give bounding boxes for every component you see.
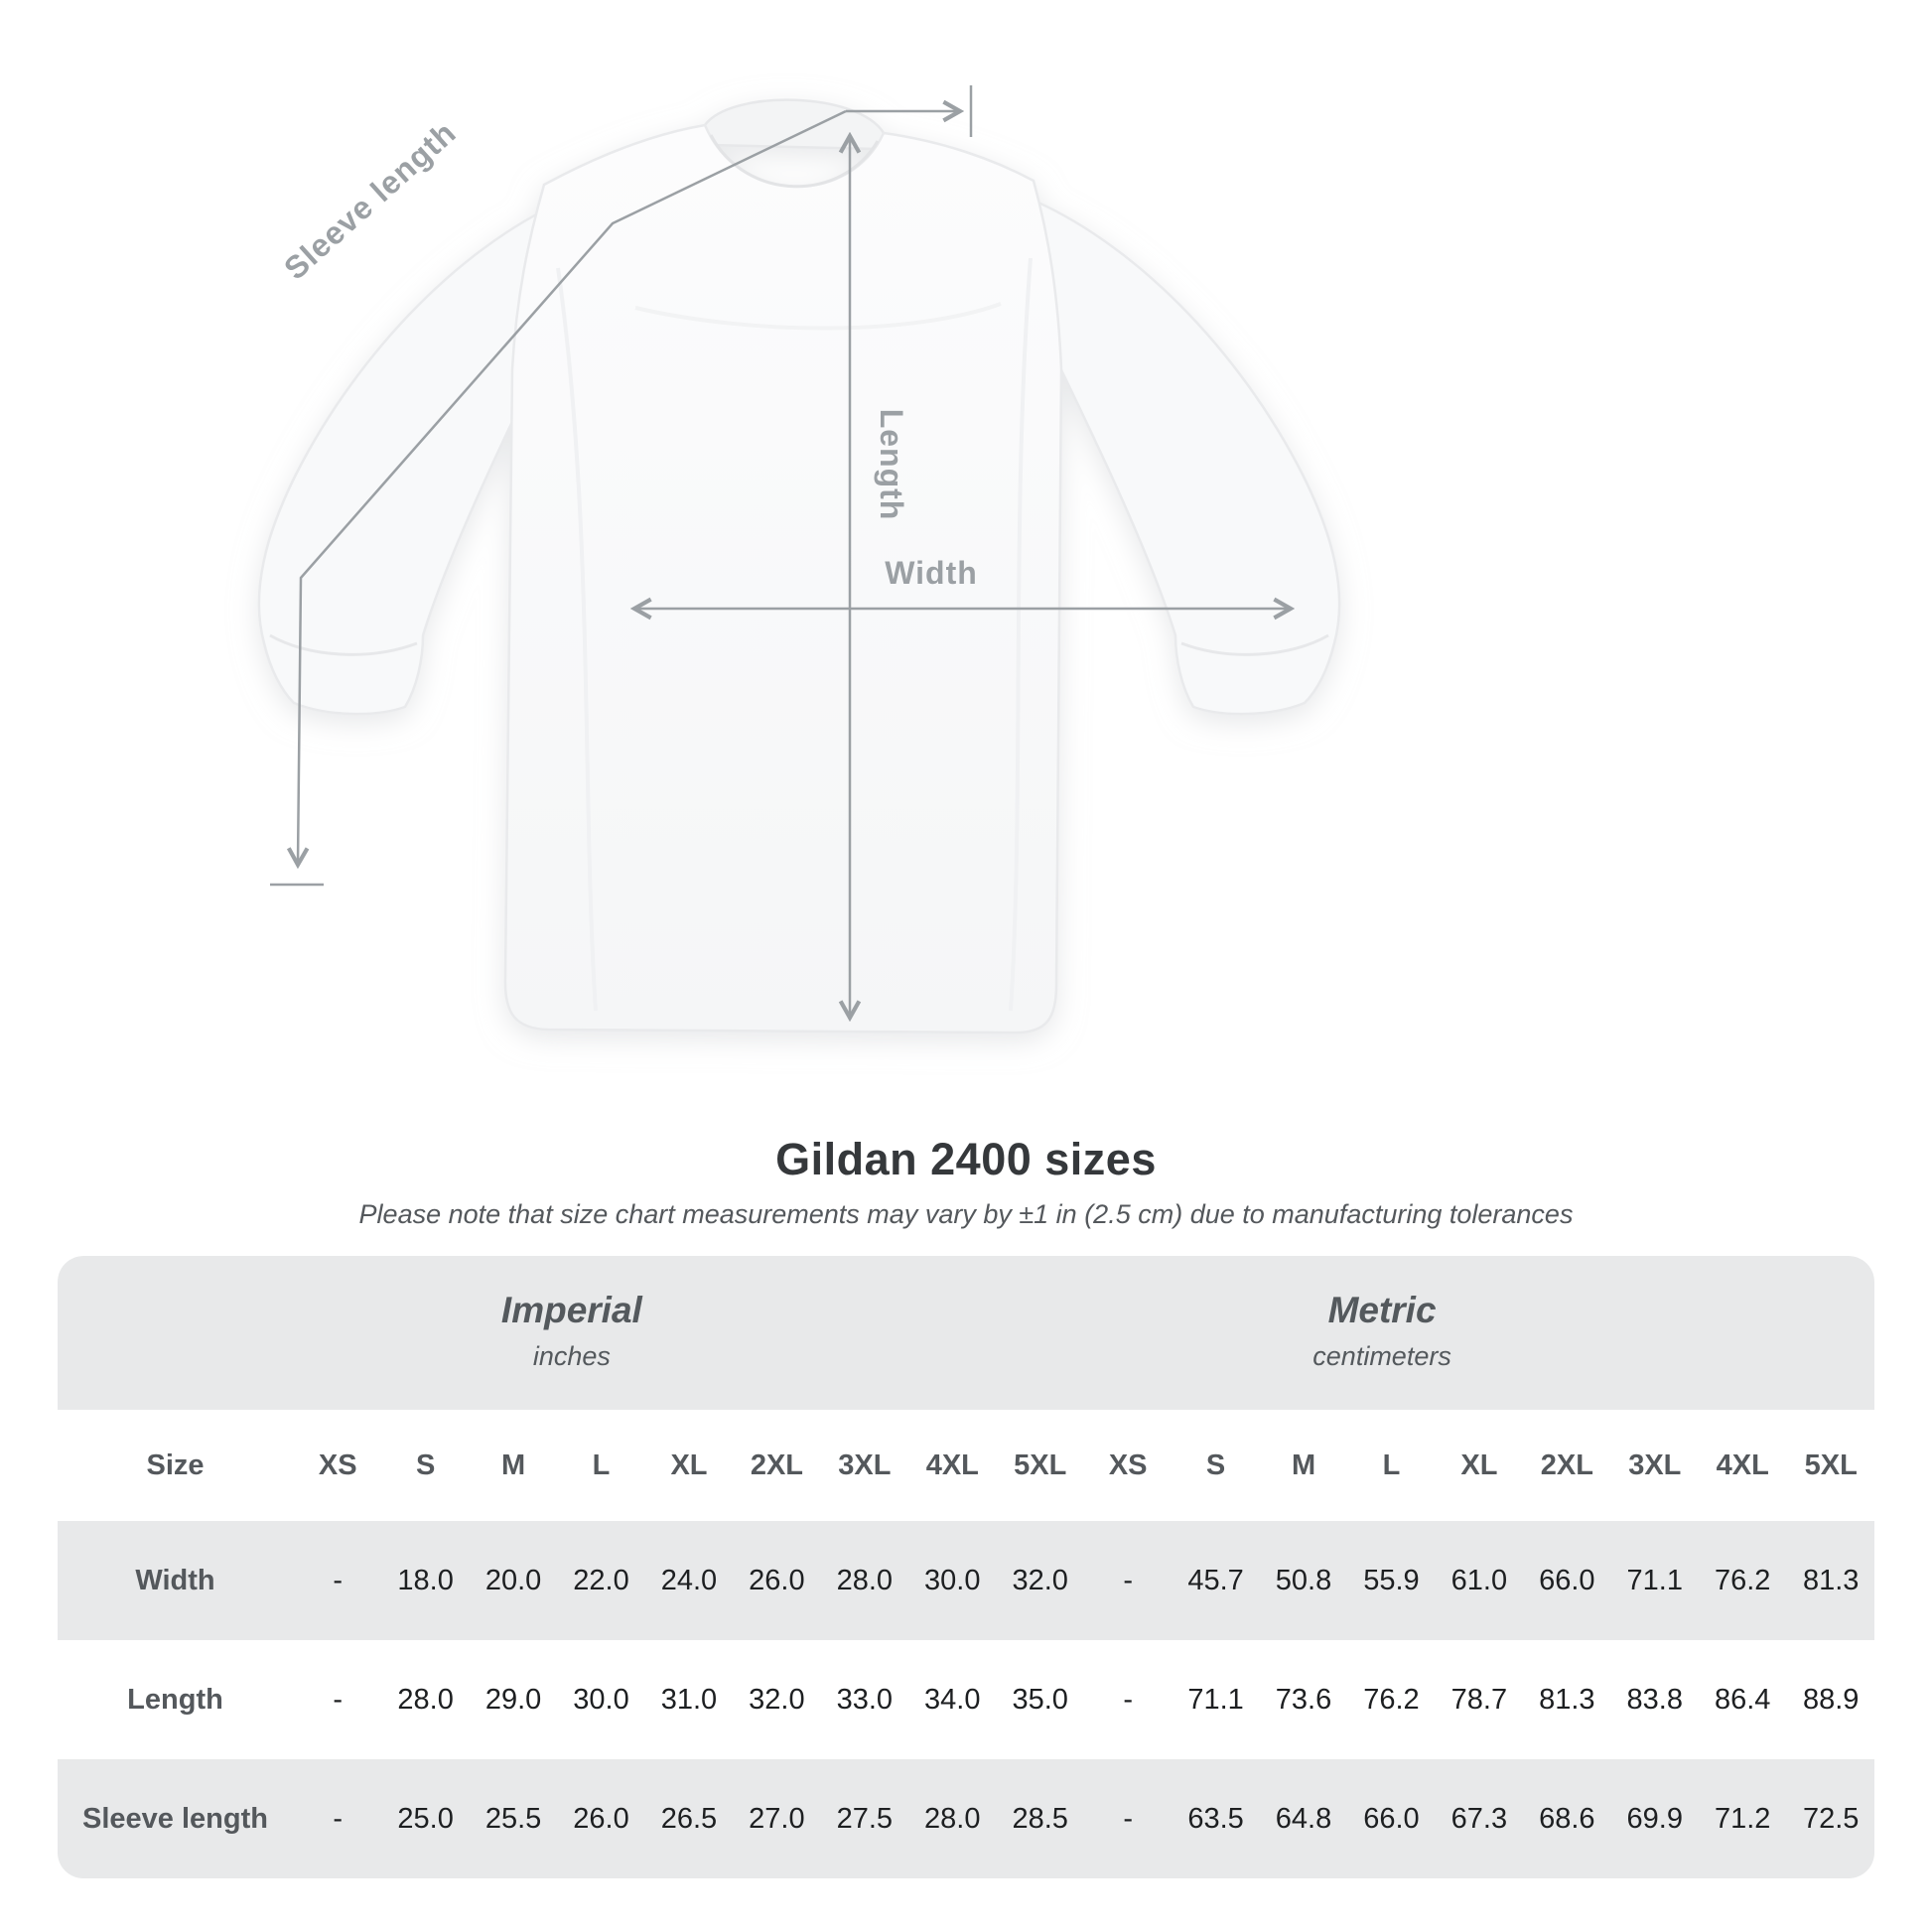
size-column-3xl-imperial: 3XL <box>821 1410 908 1521</box>
tolerance-note: Please note that size chart measurements may vary by ±1 in (2.5 cm) due to manufacturing tolerances <box>358 1199 1574 1229</box>
sleeve-length-label: Sleeve length <box>277 114 464 287</box>
size-column-2xl-metric: 2XL <box>1523 1410 1610 1521</box>
measurement-cell: 33.0 <box>821 1640 908 1759</box>
size-column-2xl-imperial: 2XL <box>733 1410 820 1521</box>
measurement-cell: 25.5 <box>470 1759 557 1878</box>
measurement-cell: 72.5 <box>1786 1759 1874 1878</box>
table-row-length <box>58 1640 1874 1759</box>
unit-group-metric <box>1312 1290 1451 1372</box>
size-column-5xl-imperial: 5XL <box>997 1410 1084 1521</box>
measurement-cell: 71.2 <box>1699 1759 1786 1878</box>
measurement-cell: 30.0 <box>908 1521 996 1640</box>
measurement-cell: 86.4 <box>1699 1640 1786 1759</box>
long-sleeve-shirt-illustration <box>259 100 1339 1033</box>
size-column-xs-metric: XS <box>1084 1410 1172 1521</box>
metric-label: Metric <box>1327 1290 1437 1330</box>
measurement-cell: 28.0 <box>381 1640 469 1759</box>
measurement-cell: 45.7 <box>1172 1521 1259 1640</box>
measurement-cell: 30.0 <box>557 1640 644 1759</box>
size-column-4xl-imperial: 4XL <box>908 1410 996 1521</box>
size-column-l-metric: L <box>1347 1410 1435 1521</box>
table-row-width <box>58 1521 1874 1640</box>
measurement-cell: 71.1 <box>1611 1521 1699 1640</box>
measurement-cell: 27.5 <box>821 1759 908 1878</box>
unit-header-band <box>58 1256 1874 1410</box>
size-column-s-metric: S <box>1172 1410 1259 1521</box>
measurement-cell: - <box>294 1759 381 1878</box>
measurement-cell: 66.0 <box>1347 1759 1435 1878</box>
measurement-cell: 73.6 <box>1260 1640 1347 1759</box>
size-column-4xl-metric: 4XL <box>1699 1410 1786 1521</box>
size-column-3xl-metric: 3XL <box>1611 1410 1699 1521</box>
measurement-cell: 67.3 <box>1436 1759 1523 1878</box>
table-row-sleeve-length <box>58 1759 1874 1878</box>
measurements-table <box>58 1410 1874 1878</box>
measurement-cell: - <box>1084 1640 1172 1759</box>
measurement-cell: 88.9 <box>1786 1640 1874 1759</box>
measurement-cell: 34.0 <box>908 1640 996 1759</box>
measurement-cell: 26.0 <box>557 1759 644 1878</box>
measurement-cell: 22.0 <box>557 1521 644 1640</box>
size-column-m-metric: M <box>1260 1410 1347 1521</box>
measurement-cell: 68.6 <box>1523 1759 1610 1878</box>
measurement-cell: 31.0 <box>645 1640 733 1759</box>
measurement-cell: 76.2 <box>1699 1521 1786 1640</box>
measurement-cell: 50.8 <box>1260 1521 1347 1640</box>
measurement-cell: - <box>1084 1521 1172 1640</box>
page-title: Gildan 2400 sizes <box>775 1134 1157 1184</box>
measurement-cell: 81.3 <box>1523 1640 1610 1759</box>
size-column-m-imperial: M <box>470 1410 557 1521</box>
measurement-cell: 66.0 <box>1523 1521 1610 1640</box>
shirt-right-sleeve <box>1025 197 1339 714</box>
shirt-body <box>505 125 1061 1033</box>
size-table <box>58 1256 1874 1878</box>
measurement-cell: 24.0 <box>645 1521 733 1640</box>
measurement-cell: 28.0 <box>908 1759 996 1878</box>
measurement-cell: 35.0 <box>997 1640 1084 1759</box>
size-header: Size <box>58 1410 294 1521</box>
measurement-cell: 64.8 <box>1260 1759 1347 1878</box>
size-column-5xl-metric: 5XL <box>1786 1410 1874 1521</box>
measurement-cell: 69.9 <box>1611 1759 1699 1878</box>
measurement-cell: 20.0 <box>470 1521 557 1640</box>
measurement-cell: - <box>294 1640 381 1759</box>
measurement-cell: 81.3 <box>1786 1521 1874 1640</box>
row-label: Width <box>58 1521 294 1640</box>
measurement-cell: 83.8 <box>1611 1640 1699 1759</box>
measurement-cell: 28.0 <box>821 1521 908 1640</box>
imperial-label: Imperial <box>500 1290 642 1330</box>
measurement-cell: 26.0 <box>733 1521 820 1640</box>
measurement-cell: 27.0 <box>733 1759 820 1878</box>
measurement-cell: - <box>1084 1759 1172 1878</box>
size-column-xl-imperial: XL <box>645 1410 733 1521</box>
measurement-cell: 63.5 <box>1172 1759 1259 1878</box>
size-header-row <box>58 1410 1874 1521</box>
measurement-cell: 26.5 <box>645 1759 733 1878</box>
measurement-cell: 55.9 <box>1347 1521 1435 1640</box>
measurement-cell: 25.0 <box>381 1759 469 1878</box>
size-column-l-imperial: L <box>557 1410 644 1521</box>
metric-sublabel: centimeters <box>1312 1341 1451 1371</box>
measurement-cell: 32.0 <box>733 1640 820 1759</box>
measurement-cell: - <box>294 1521 381 1640</box>
size-column-s-imperial: S <box>381 1410 469 1521</box>
shirt-back-collar <box>705 100 884 149</box>
width-label: Width <box>885 555 978 591</box>
measurement-cell: 61.0 <box>1436 1521 1523 1640</box>
measurement-cell: 32.0 <box>997 1521 1084 1640</box>
size-column-xs-imperial: XS <box>294 1410 381 1521</box>
measurement-cell: 76.2 <box>1347 1640 1435 1759</box>
size-column-xl-metric: XL <box>1436 1410 1523 1521</box>
measurement-cell: 78.7 <box>1436 1640 1523 1759</box>
row-label: Sleeve length <box>58 1759 294 1878</box>
row-label: Length <box>58 1640 294 1759</box>
length-label: Length <box>874 408 909 521</box>
measurement-cell: 28.5 <box>997 1759 1084 1878</box>
imperial-sublabel: inches <box>532 1341 611 1371</box>
measurement-cell: 71.1 <box>1172 1640 1259 1759</box>
unit-group-imperial <box>501 1290 642 1372</box>
measurement-cell: 18.0 <box>381 1521 469 1640</box>
measurement-cell: 29.0 <box>470 1640 557 1759</box>
